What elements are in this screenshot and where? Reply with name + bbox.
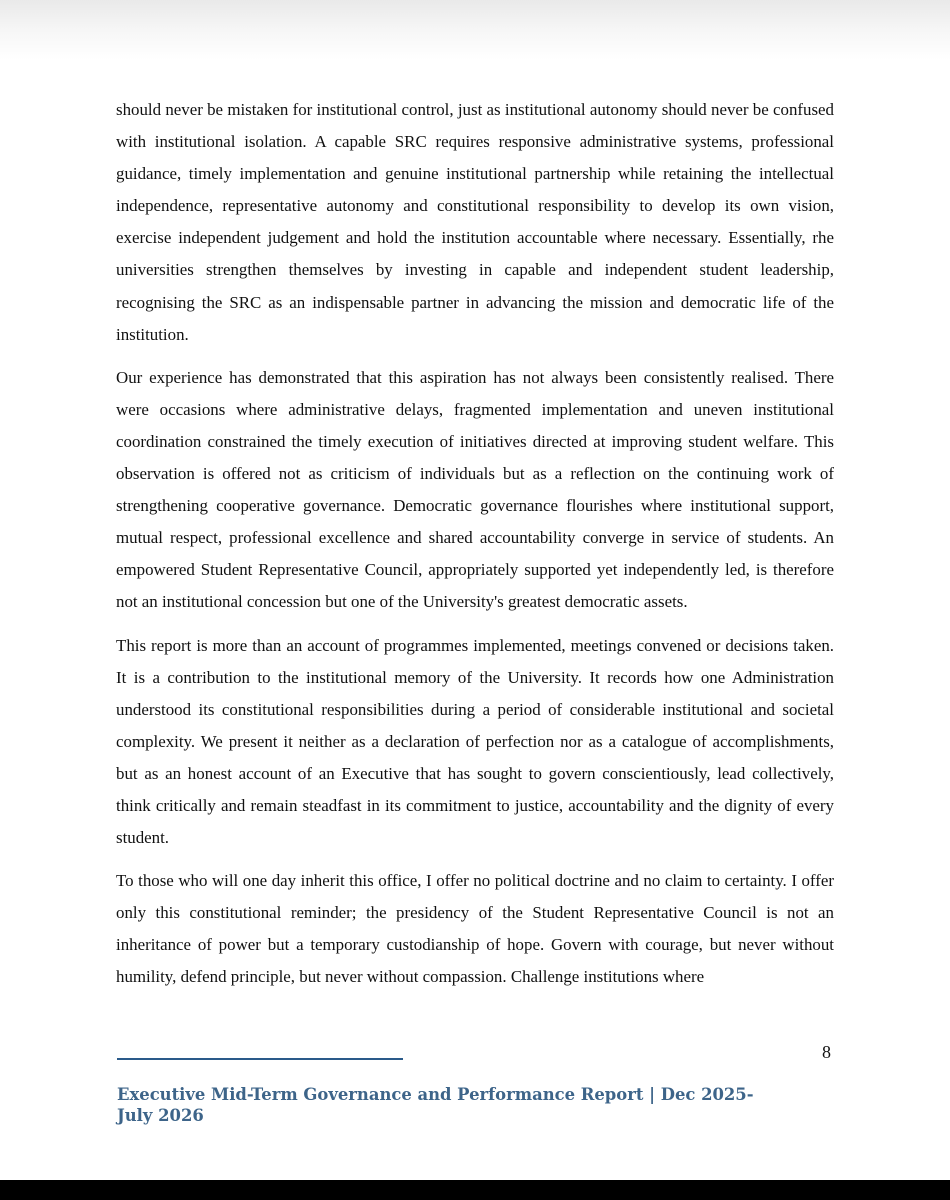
- paragraph-1: should never be mistaken for institutional control, just as institutional autonomy should never be confused with institutional isolation. A capable SRC requires responsive administrative systems, professional guidance, timely implementation and genuine institutional partnership while retaining the intellectual independence, representative autonomy and constitutional responsibility to develop its own vision, exercise independent judgement and hold the institution accountable where necessary. Essentially, rhe universities strengthen themselves by investing in capable and independent student leadership, recognising the SRC as an indispensable partner in advancing the mission and democratic life of the institution.: [116, 100, 834, 344]
- paragraph-2: Our experience has demonstrated that this aspiration has not always been consistently realised. There were occasions where administrative delays, fragmented implementation and uneven institutional coordination constrained the timely execution of initiatives directed at improving student welfare. This observation is offered not as criticism of individuals but as a reflection on the continuing work of strengthening cooperative governance. Democratic governance flourishes where institutional support, mutual respect, professional excellence and shared accountability converge in service of students. An empowered Student Representative Council, appropriately supported yet independently led, is therefore not an institutional concession but one of the University's greatest democratic assets.: [116, 367, 834, 612]
- page-top-shading: [0, 0, 950, 60]
- paragraph-3: This report is more than an account of programmes implemented, meetings convened or decisions taken. It is a contribution to the institutional memory of the University. It records how one Administration understood its constitutional responsibilities during a period of considerable institutional and societal complexity. We present it neither as a declaration of perfection nor as a catalogue of accomplishments, but as an honest account of an Executive that has sought to govern conscientiously, lead collectively, think critically and remain steadfast in its commitment to justice, accountability and the dignity of every student.: [116, 635, 834, 848]
- body-text: [116, 94, 834, 1005]
- page-number: 8: [822, 1042, 831, 1062]
- footer-title: Executive Mid-Term Governance and Performance Report | Dec 2025-July 2026: [117, 1085, 754, 1125]
- footer-rule: [117, 1058, 403, 1060]
- paragraph-4: To those who will one day inherit this office, I offer no political doctrine and no claim to certainty. I offer only this constitutional reminder; the presidency of the Student Representative Council is not an inheritance of power but a temporary custodianship of hope. Govern with courage, but never without humility, defend principle, but never without compassion. Challenge institutions where: [116, 871, 834, 987]
